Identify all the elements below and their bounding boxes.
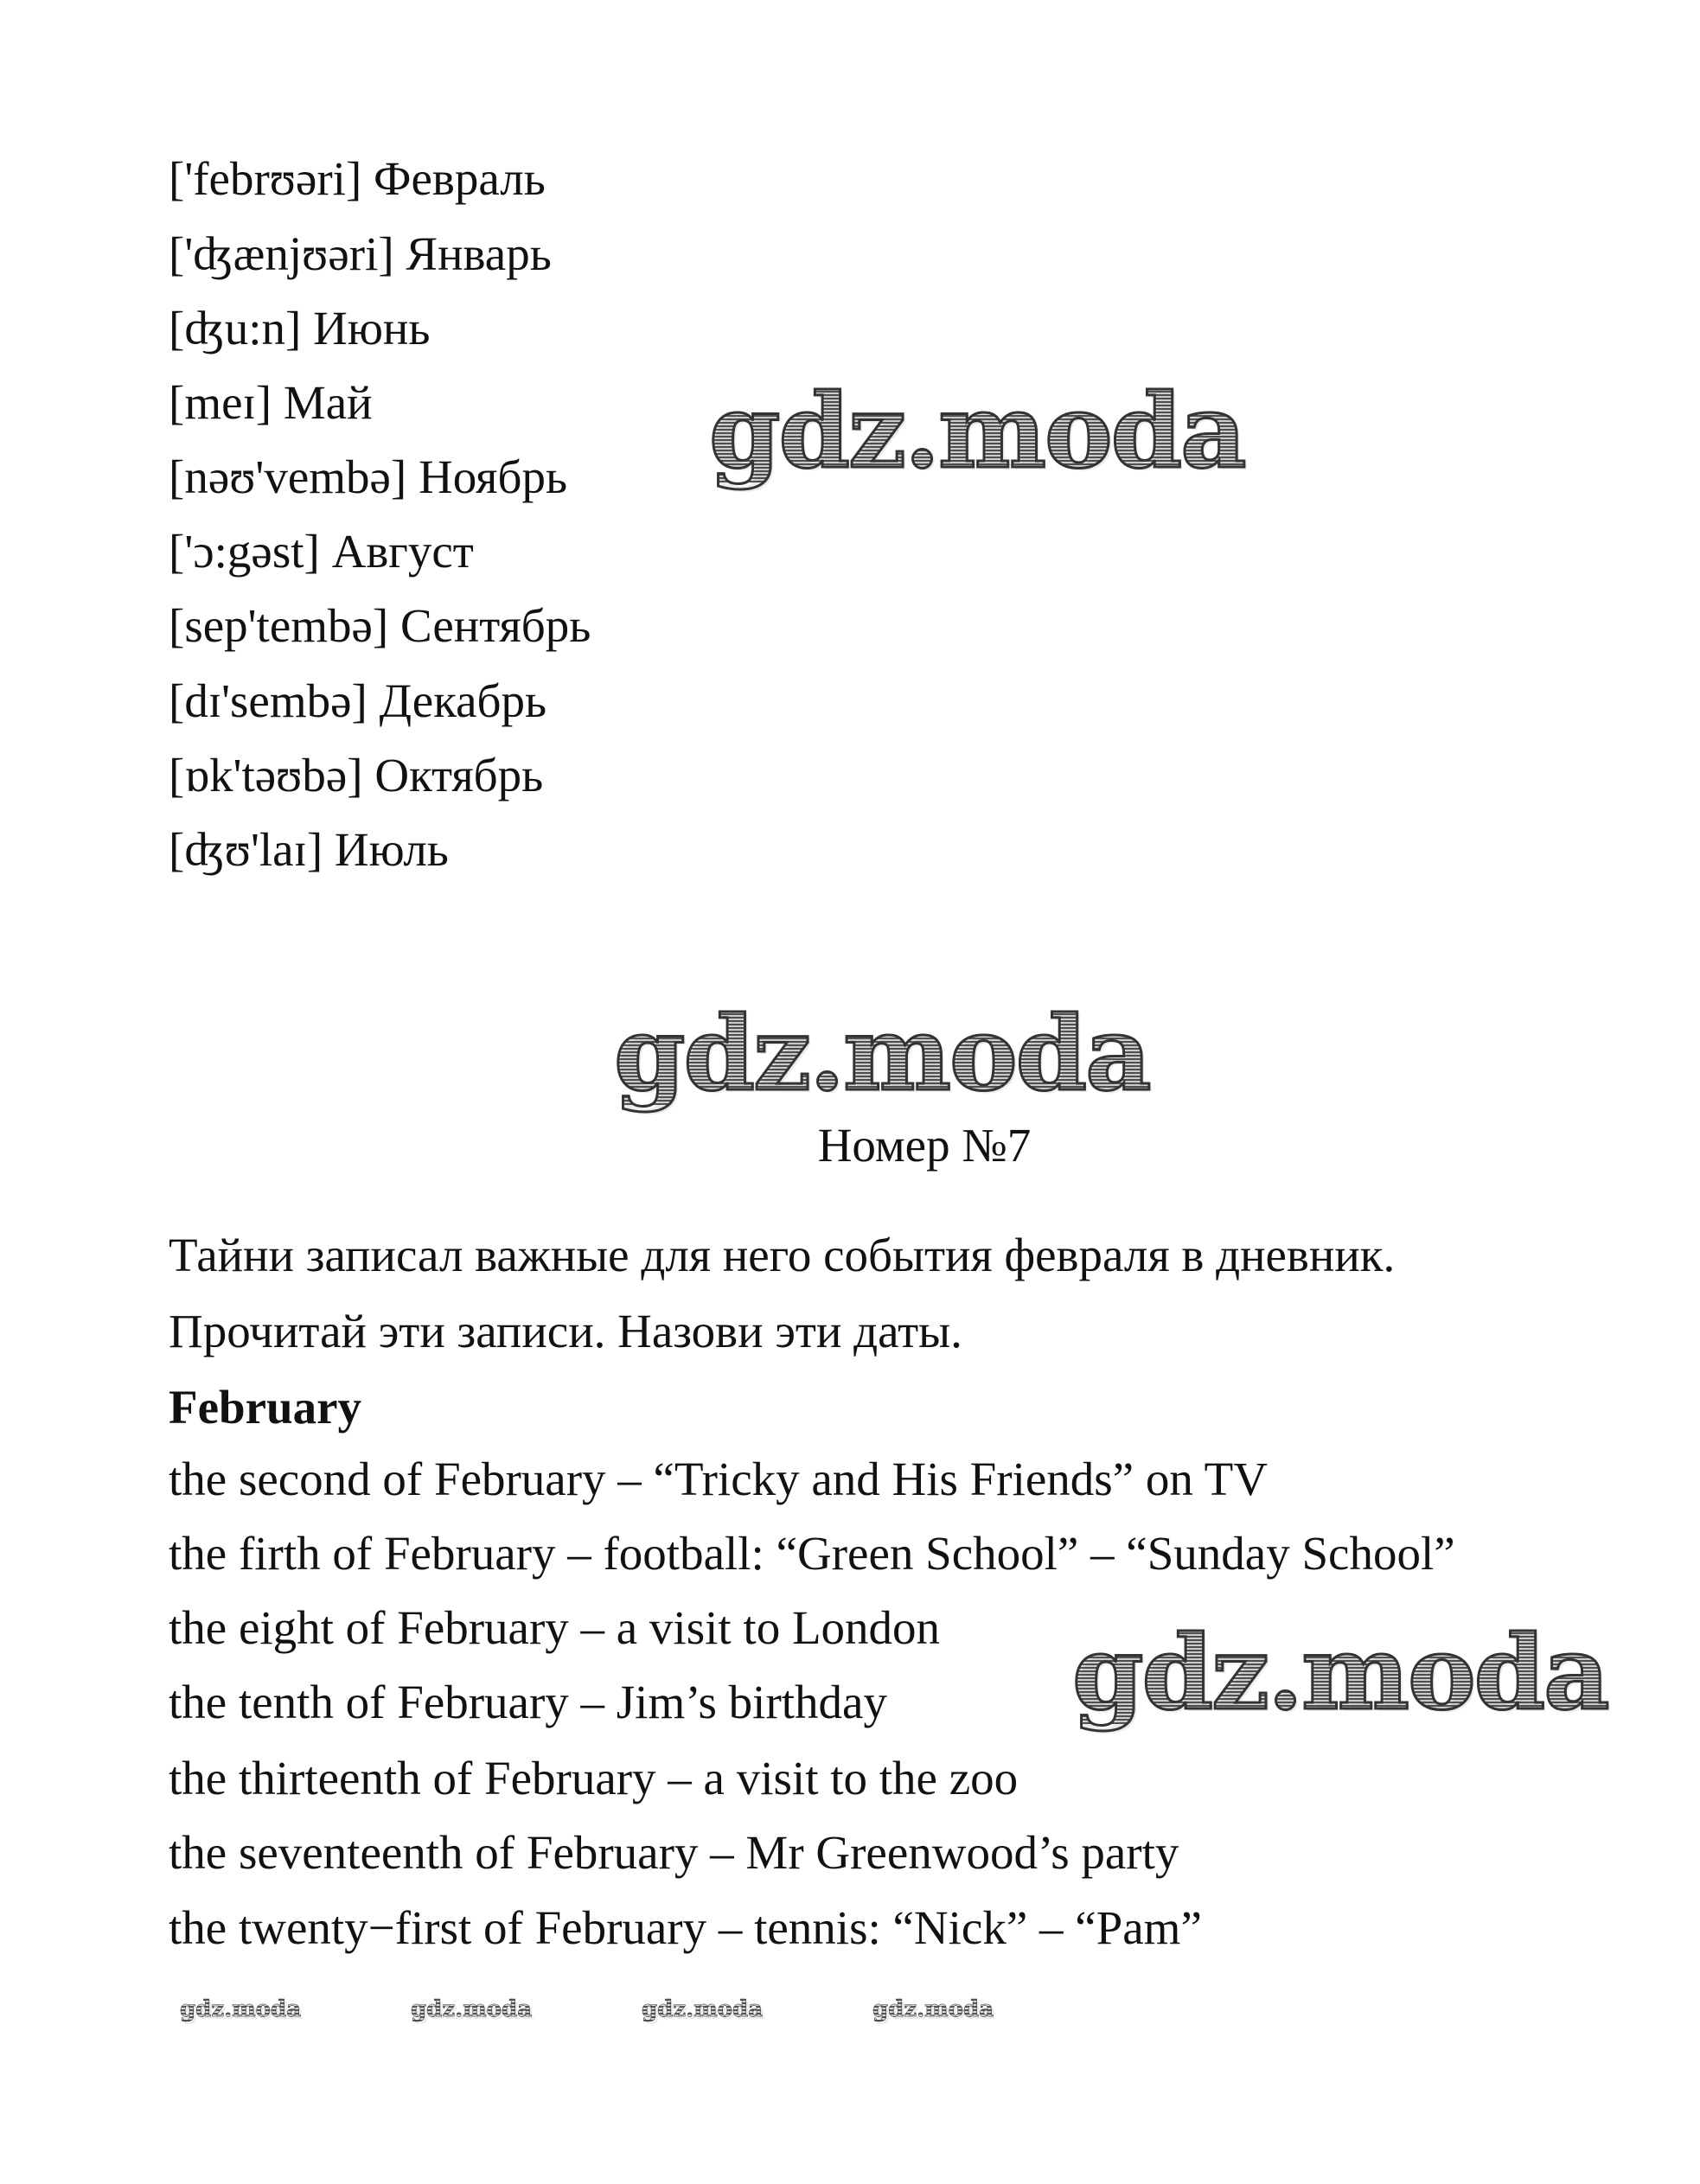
diary-heading: February [169, 1381, 362, 1434]
translation: Февраль [374, 152, 546, 205]
vocab-item [169, 447, 567, 508]
translation: Май [283, 376, 373, 429]
transcription: [ɒk'təʊbə] [169, 749, 363, 801]
translation: Октябрь [374, 749, 544, 801]
diary-entry: the eight of February – a visit to London [169, 1601, 941, 1654]
transcription: ['ɔ:gəst] [169, 525, 320, 578]
vocab-item [169, 224, 552, 284]
transcription: [ʤʊ'laɪ] [169, 823, 323, 876]
diary-entry: the thirteenth of February – a visit to the zoo [169, 1752, 1019, 1804]
transcription: [nəʊ'vembə] [169, 450, 407, 503]
watermark-small: gdz.moda [411, 1996, 533, 2022]
diary-entry: the firth of February – football: “Green School” – “Sunday School” [169, 1527, 1455, 1580]
translation: Ноябрь [419, 450, 568, 503]
diary-entry: the twenty−first of February – tennis: “Nick” – “Pam” [169, 1901, 1202, 1954]
transcription: [ʤu:n] [169, 302, 302, 354]
translation: Январь [406, 227, 552, 280]
instruction-line: Прочитай эти записи. Назови эти даты. [169, 1305, 962, 1357]
vocab-item [169, 820, 449, 880]
translation: Июль [334, 823, 449, 876]
watermark-small: gdz.moda [872, 1996, 994, 2022]
watermark: gdz.moda [614, 993, 1150, 1114]
vocab-item [169, 596, 591, 656]
vocab-item [169, 745, 543, 806]
diary-entry: the tenth of February – Jim’s birthday [169, 1676, 887, 1728]
diary-entry: the second of February – “Tricky and His Friends” on TV [169, 1453, 1268, 1505]
watermark: gdz.moda [709, 371, 1245, 491]
translation: Август [331, 525, 474, 578]
translation: Июнь [313, 302, 431, 354]
instruction-line: Тайни записал важные для него события февраля в дневник. [169, 1229, 1396, 1281]
transcription: ['febrʊəri] [169, 152, 362, 205]
vocab-item [169, 373, 373, 433]
watermark: gdz.moda [1072, 1612, 1608, 1733]
vocab-item [169, 521, 474, 582]
watermark-small: gdz.moda [642, 1996, 764, 2022]
vocab-item [169, 149, 546, 209]
transcription: [sep'tembə] [169, 599, 389, 652]
transcription: [dɪ'sembə] [169, 674, 367, 727]
watermark-small: gdz.moda [180, 1996, 302, 2022]
translation: Сентябрь [400, 599, 591, 652]
vocab-item [169, 298, 430, 359]
translation: Декабрь [379, 674, 547, 727]
diary-entry: the seventeenth of February – Mr Greenwood’s party [169, 1826, 1179, 1879]
transcription: ['ʤænjʊəri] [169, 227, 394, 280]
transcription: [meɪ] [169, 376, 272, 429]
exercise-title: Номер №7 [817, 1119, 1032, 1172]
vocab-item [169, 671, 546, 731]
